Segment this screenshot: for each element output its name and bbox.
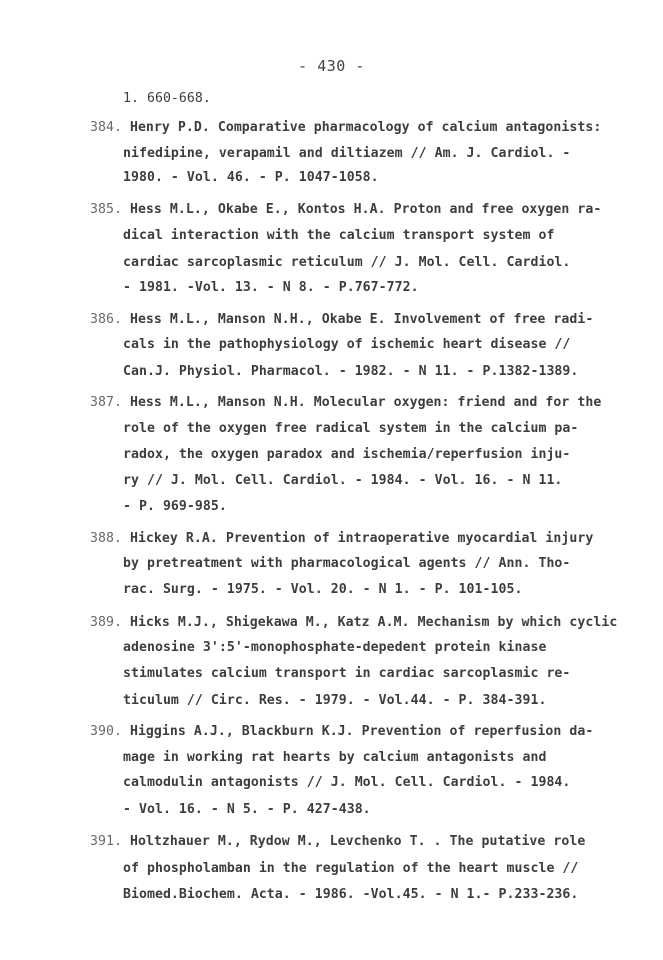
reference-text: 1980. - Vol. 46. - P. 1047-1058. (123, 170, 379, 185)
reference-line (123, 557, 570, 570)
reference-line (123, 229, 554, 242)
reference-text: Can.J. Physiol. Pharmacol. - 1982. - N 11. - P.1382-1389. (123, 364, 579, 379)
reference-text: calmodulin antagonists // J. Mol. Cell. Cardiol. - 1984. (123, 775, 571, 790)
reference-line (123, 776, 570, 789)
reference-line (123, 147, 570, 160)
reference-text: Biomed.Biochem. Acta. - 1986. -Vol.45. - N 1.- P.233-236. (123, 887, 579, 902)
reference-first-line (90, 532, 593, 545)
reference-text: adenosine 3':5'-monophosphate-depedent protein kinase (123, 640, 547, 655)
reference-number: 388. (90, 531, 130, 546)
reference-text: Hickey R.A. Prevention of intraoperative myocardial injury (129, 531, 594, 546)
continued-fragment: 1. 660-668. (123, 91, 211, 106)
reference-line (123, 694, 546, 707)
reference-line (123, 338, 570, 351)
reference-text: Holtzhauer M., Rydow M., Levchenko T. . The putative role (129, 834, 586, 849)
reference-line (123, 474, 562, 487)
reference-text: - Vol. 16. - N 5. - P. 427-438. (123, 802, 371, 817)
reference-line (123, 500, 227, 513)
page-number: - 430 - (298, 57, 365, 75)
reference-text: of phospholamban in the regulation of the heart muscle // (123, 861, 579, 876)
reference-line (123, 751, 546, 764)
reference-first-line (90, 835, 585, 848)
reference-line (123, 256, 570, 269)
reference-line (123, 888, 578, 901)
reference-text: cals in the pathophysiology of ischemic heart disease // (123, 337, 571, 352)
reference-line (123, 641, 546, 654)
reference-first-line (90, 203, 601, 216)
reference-text: stimulates calcium transport in cardiac sarcoplasmic re- (123, 666, 571, 681)
reference-text: Hicks M.J., Shigekawa M., Katz A.M. Mechanism by which cyclic (129, 615, 618, 630)
reference-text: radox, the oxygen paradox and ischemia/reperfusion inju- (123, 447, 571, 462)
reference-text: cardiac sarcoplasmic reticulum // J. Mol. Cell. Cardiol. (123, 255, 571, 270)
reference-number: 387. (90, 395, 130, 410)
reference-line (123, 448, 570, 461)
reference-text: Henry P.D. Comparative pharmacology of calcium antagonists: (129, 120, 602, 135)
reference-text: - 1981. -Vol. 13. - N 8. - P.767-772. (123, 280, 419, 295)
reference-number: 386. (90, 312, 130, 327)
reference-text: Hess M.L., Okabe E., Kontos H.A. Proton and free oxygen ra- (129, 202, 602, 217)
reference-number: 384. (90, 120, 130, 135)
reference-number: 389. (90, 615, 130, 630)
reference-line (123, 803, 371, 816)
reference-line (123, 583, 522, 596)
reference-text: role of the oxygen free radical system in the calcium pa- (123, 421, 579, 436)
reference-line (123, 365, 578, 378)
reference-number: 390. (90, 724, 130, 739)
reference-number: 391. (90, 834, 130, 849)
reference-first-line (90, 396, 601, 409)
reference-text: by pretreatment with pharmacological agents // Ann. Tho- (123, 556, 571, 571)
reference-text: mage in working rat hearts by calcium antagonists and (123, 750, 547, 765)
reference-text: nifedipine, verapamil and diltiazem // Am. J. Cardiol. - (123, 146, 571, 161)
reference-line (123, 862, 578, 875)
reference-text: rac. Surg. - 1975. - Vol. 20. - N 1. - P. 101-105. (123, 582, 523, 597)
reference-first-line (90, 121, 601, 134)
reference-text: Hess M.L., Manson N.H., Okabe E. Involvement of free radi- (129, 312, 594, 327)
reference-text: Higgins A.J., Blackburn K.J. Prevention of reperfusion da- (129, 724, 594, 739)
reference-text: ticulum // Circ. Res. - 1979. - Vol.44. - P. 384-391. (123, 693, 547, 708)
reference-first-line (90, 616, 617, 629)
reference-text: dical interaction with the calcium transport system of (123, 228, 555, 243)
reference-line (123, 667, 570, 680)
reference-text: ry // J. Mol. Cell. Cardiol. - 1984. - Vol. 16. - N 11. (123, 473, 563, 488)
reference-number: 385. (90, 202, 130, 217)
reference-line (123, 422, 578, 435)
reference-line (123, 281, 419, 294)
reference-line (123, 171, 379, 184)
reference-text: - P. 969-985. (123, 499, 227, 514)
reference-text: Hess M.L., Manson N.H. Molecular oxygen: friend and for the (129, 395, 602, 410)
reference-first-line (90, 313, 593, 326)
reference-first-line (90, 725, 593, 738)
